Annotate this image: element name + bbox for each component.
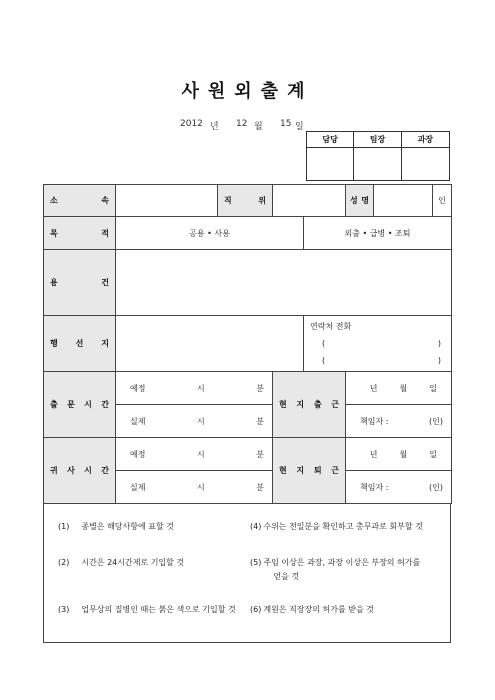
out-time-label-cell: 출 문 시 간 (44, 372, 116, 438)
approval-sign-staff[interactable] (307, 148, 354, 180)
onsite-out-manager-field[interactable]: 책임자 : (인) (346, 405, 452, 438)
row-affiliation (44, 185, 452, 217)
onsite-return-manager-field[interactable]: 책임자 : (인) (346, 471, 452, 504)
notes-box (43, 503, 451, 643)
onsite-out-label-cell: 현 지 출 근 (273, 372, 346, 438)
name-field[interactable] (374, 185, 433, 217)
outing-form-table (43, 184, 452, 504)
purpose-option-official[interactable]: 공용 • 사용 (116, 217, 304, 250)
approval-sign-section-chief[interactable] (402, 148, 449, 180)
name-label-cell: 성 명 (346, 185, 374, 217)
onsite-return-label-cell: 현 지 퇴 근 (273, 438, 346, 504)
contact-label: 연락처 전화 (310, 322, 352, 331)
matter-field[interactable] (116, 250, 452, 316)
seal-mark: 인 (433, 185, 452, 217)
return-actual-field[interactable]: 실제 시 분 (116, 471, 273, 504)
note-3: (3) 업무상의 질병인 때는 붉은 색으로 기입할 것 (58, 605, 236, 614)
approval-header-section-chief: 과장 (402, 132, 449, 148)
date-line (180, 119, 304, 132)
destination-label-cell: 행 선 지 (44, 316, 116, 372)
row-return-planned (44, 438, 452, 471)
position-label-cell: 직 위 (218, 185, 273, 217)
date-day-unit: 일 (295, 122, 304, 132)
contact-cell[interactable] (304, 316, 452, 372)
out-planned-field[interactable]: 예정 시 분 (116, 372, 273, 405)
date-day: 15 (280, 119, 292, 129)
contact-phone-1: ( ) (322, 339, 441, 348)
out-actual-field[interactable]: 실제 시 분 (116, 405, 273, 438)
purpose-label-cell: 목 적 (44, 217, 116, 250)
destination-field[interactable] (116, 316, 304, 372)
note-1: (1) 종별은 해당사항에 표할 것 (58, 522, 174, 531)
onsite-return-date-field[interactable]: 년 월 일 (346, 438, 452, 471)
approval-box (306, 131, 450, 181)
contact-phone-2: ( ) (322, 356, 441, 365)
onsite-out-date-field[interactable]: 년 월 일 (346, 372, 452, 405)
note-5: (5) 주임 이상은 과장, 과장 이상은 부장의 허가를 얻을 것 (250, 558, 421, 581)
dept-label-cell: 소 속 (44, 185, 116, 217)
matter-label-cell: 용 건 (44, 250, 116, 316)
date-year: 2012 (180, 119, 203, 129)
purpose-option-outing[interactable]: 외출 • 급병 • 조퇴 (304, 217, 452, 250)
date-year-unit: 년 (210, 122, 219, 132)
dept-field[interactable] (116, 185, 218, 217)
row-purpose (44, 217, 452, 250)
position-field[interactable] (273, 185, 346, 217)
note-4: (4) 수위는 전일분을 확인하고 총무과로 회부할 것 (250, 522, 423, 531)
return-planned-field[interactable]: 예정 시 분 (116, 438, 273, 471)
approval-header-team-lead: 팀장 (354, 132, 401, 148)
approval-sign-team-lead[interactable] (354, 148, 401, 180)
return-time-label-cell: 귀 사 시 간 (44, 438, 116, 504)
row-destination (44, 316, 452, 372)
note-2: (2) 시간은 24시간제로 기입할 것 (58, 558, 185, 567)
row-matter (44, 250, 452, 316)
date-month-unit: 월 (254, 122, 263, 132)
approval-header-staff: 담당 (307, 132, 354, 148)
form-title: 사원외출계 (181, 81, 314, 102)
date-month: 12 (236, 119, 248, 129)
note-6: (6) 계원은 직장장의 허가를 받을 것 (250, 605, 374, 614)
row-out-planned (44, 372, 452, 405)
